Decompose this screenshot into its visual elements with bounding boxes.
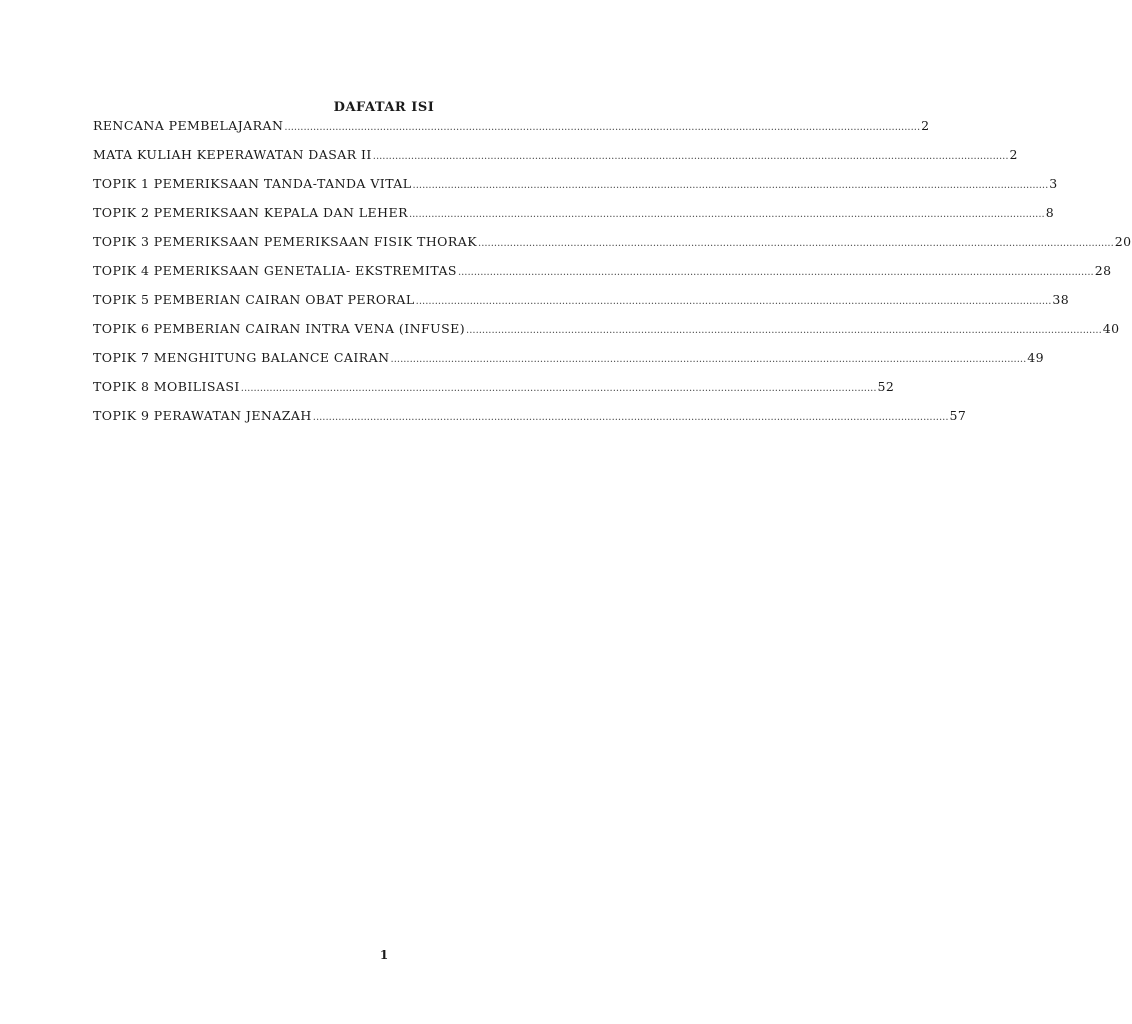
toc-entry-page: 2: [921, 118, 930, 133]
toc-entry-label: TOPIK 6 PEMBERIAN CAIRAN INTRA VENA (INFUSE): [93, 321, 466, 336]
toc-entry[interactable]: [93, 292, 1070, 321]
toc-entry-page: 28: [1094, 263, 1112, 278]
toc-entry-label: TOPIK 1 PEMERIKSAAN TANDA-TANDA VITAL: [93, 176, 412, 191]
toc-entry-page: 3: [1049, 176, 1058, 191]
toc-entry[interactable]: [93, 205, 1055, 234]
toc-entry-label: TOPIK 4 PEMERIKSAAN GENETALIA- EKSTREMITAS: [93, 263, 457, 278]
toc-entry[interactable]: [93, 379, 895, 408]
toc-leader-dots: ........................................................................................................................................................................................................: [415, 296, 1052, 307]
toc-entry[interactable]: [93, 147, 1018, 176]
toc-entry[interactable]: [93, 350, 1045, 379]
toc-entry[interactable]: [93, 263, 1112, 292]
toc-leader-dots: ........................................................................................................................................................................................................: [412, 180, 1049, 191]
toc-entry[interactable]: [93, 234, 1132, 263]
toc-leader-dots: ........................................................................................................................................................................................................: [240, 383, 877, 394]
toc-leader-dots: ........................................................................................................................................................................................................: [457, 267, 1094, 278]
toc-entry[interactable]: [93, 321, 1120, 350]
toc-entry-label: TOPIK 8 MOBILISASI: [93, 379, 240, 394]
toc-leader-dots: ........................................................................................................................................................................................................: [408, 209, 1045, 220]
toc-entry-page: 49: [1027, 350, 1045, 365]
toc-entry-label: TOPIK 9 PERAWATAN JENAZAH: [93, 408, 312, 423]
toc-title: DAFATAR ISI: [333, 100, 435, 115]
toc-entry-page: 57: [949, 408, 967, 423]
toc-entry[interactable]: [93, 118, 930, 147]
toc-entry[interactable]: [93, 176, 1058, 205]
toc-entry-label: RENCANA PEMBELAJARAN: [93, 118, 284, 133]
toc-entry-page: 8: [1045, 205, 1055, 220]
page-number: 1: [379, 948, 389, 962]
toc-entry-page: 40: [1102, 321, 1120, 336]
toc-entry-page: 52: [877, 379, 895, 394]
toc-entry-label: TOPIK 7 MENGHITUNG BALANCE CAIRAN: [93, 350, 390, 365]
toc-leader-dots: ........................................................................................................................................................................................................: [478, 238, 1114, 249]
toc-entry-label: MATA KULIAH KEPERAWATAN DASAR II: [93, 147, 372, 162]
toc-leader-dots: ........................................................................................................................................................................................................: [284, 122, 921, 133]
toc-entry-page: 2: [1009, 147, 1018, 162]
toc-entry-page: 38: [1052, 292, 1070, 307]
toc-entry-label: TOPIK 2 PEMERIKSAAN KEPALA DAN LEHER: [93, 205, 408, 220]
toc-list: [93, 118, 1132, 437]
toc-leader-dots: ........................................................................................................................................................................................................: [390, 354, 1027, 365]
toc-leader-dots: ........................................................................................................................................................................................................: [372, 151, 1009, 162]
toc-entry-label: TOPIK 5 PEMBERIAN CAIRAN OBAT PERORAL: [93, 292, 415, 307]
toc-entry-label: TOPIK 3 PEMERIKSAAN PEMERIKSAAN FISIK THORAK: [93, 234, 478, 249]
toc-entry[interactable]: [93, 408, 967, 437]
toc-entry-page: 20: [1114, 234, 1132, 249]
toc-leader-dots: ........................................................................................................................................................................................................: [466, 325, 1102, 336]
toc-leader-dots: ........................................................................................................................................................................................................: [312, 412, 949, 423]
